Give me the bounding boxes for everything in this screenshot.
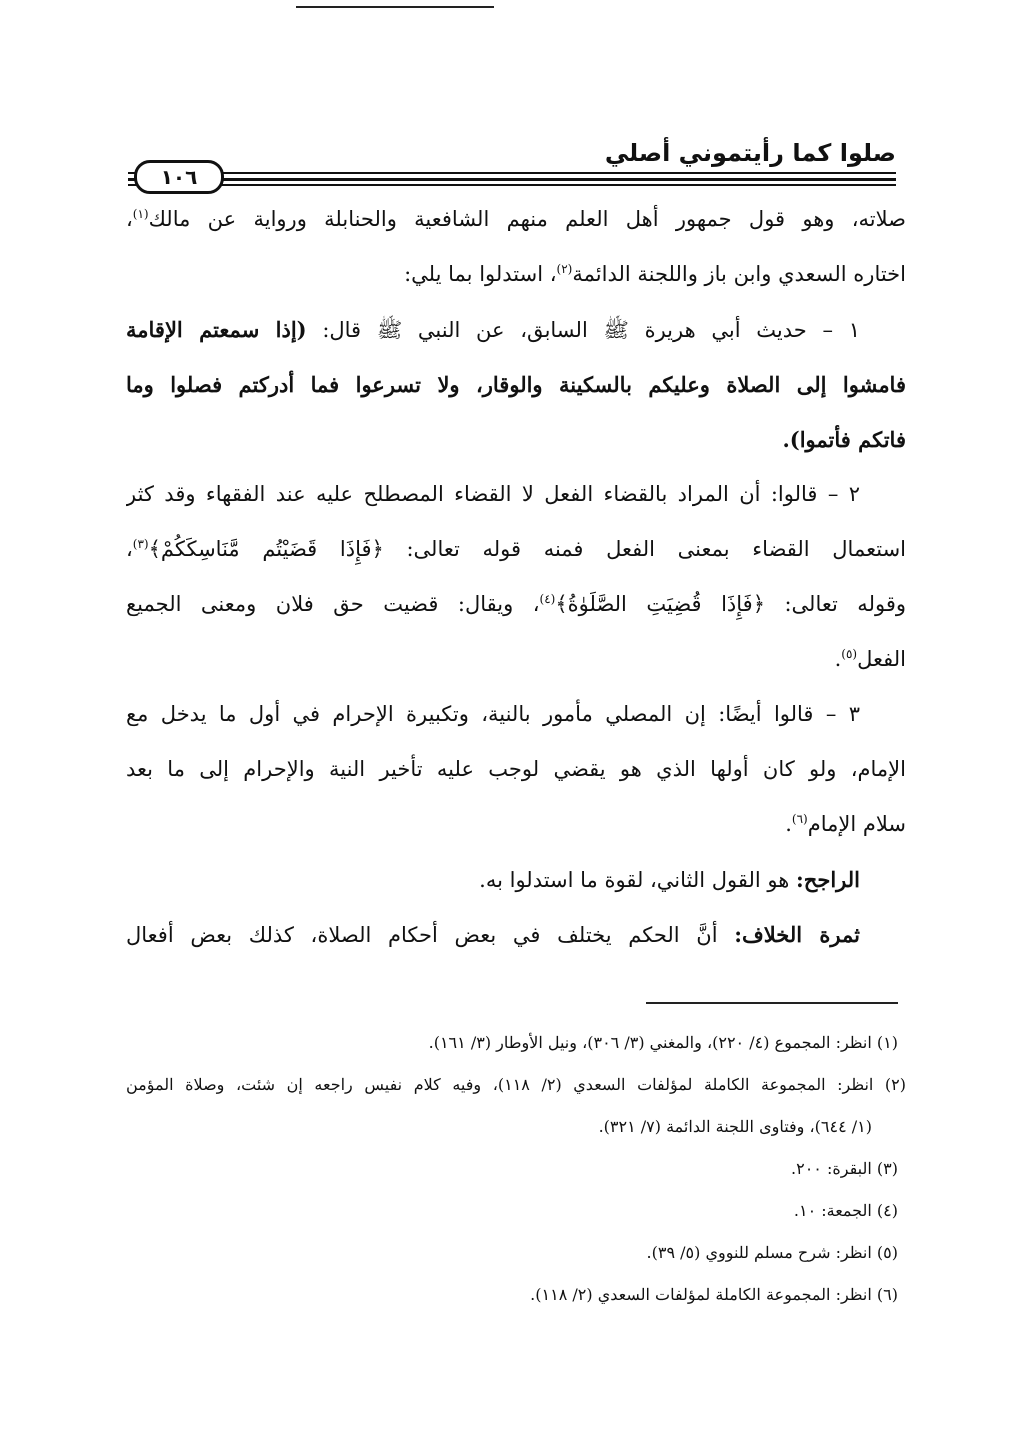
footnote-ref: (٦) xyxy=(791,812,808,826)
text-line: استعمال القضاء بمعنى الفعل فمنه قوله تعالى: ﴿فَإِذَا قَضَيْتُم مَّنَاسِكَكُمْ﴾$^{(٣)}$، xyxy=(126,537,906,561)
footnote-separator xyxy=(646,1002,898,1004)
section-label: الراجح: xyxy=(796,867,860,892)
page-number: ١٠٦ xyxy=(134,160,224,194)
text-line: سلام الإمام$^{(٦)}$. xyxy=(785,812,906,836)
numbered-point: ١ – حديث أبي هريرة ﷺ السابق، عن النبي ﷺ قال: (إذا سمعتم الإقامة xyxy=(126,317,860,342)
footnote: (٦) انظر: المجموعة الكاملة لمؤلفات السعدي (٢/ ١١٨). xyxy=(530,1285,898,1304)
footnotes xyxy=(126,1022,906,1316)
conclusion-line: الراجح: هو القول الثاني، لقوة ما استدلوا به. xyxy=(479,867,860,892)
top-edge-rule xyxy=(296,6,494,8)
footnote-ref: (٥) xyxy=(841,647,858,661)
footnote-ref: (١) xyxy=(132,207,149,221)
footnote-ref: (٤) xyxy=(539,592,556,606)
header-rule xyxy=(128,184,896,186)
footnote: (١) انظر: المجموع (٤/ ٢٢٠)، والمغني (٣/ ٣٠٦)، ونيل الأوطار (٣/ ١٦١). xyxy=(428,1033,898,1052)
footnote-ref: (٢) xyxy=(556,262,573,276)
hadith-quote: فامشوا إلى الصلاة وعليكم بالسكينة والوقار، ولا تسرعوا فما أدركتم فصلوا وما xyxy=(126,372,906,397)
section-label: ثمرة الخلاف: xyxy=(734,922,860,947)
numbered-point: ٢ – قالوا: أن المراد بالقضاء الفعل لا القضاء المصطلح عليه عند الفقهاء وقد كثر xyxy=(126,482,860,506)
hadith-quote: فاتكم فأتموا). xyxy=(782,427,906,452)
running-title: صلوا كما رأيتموني أصلي xyxy=(604,139,896,167)
footnote-ref: (٣) xyxy=(132,537,149,551)
hadith-quote: (إذا سمعتم الإقامة xyxy=(126,317,307,342)
text-line: الإمام، ولو كان أولها الذي هو يقضي لوجب عليه تأخير النية والإحرام إلى ما بعد xyxy=(126,757,906,781)
footnote: (٢) انظر: المجموعة الكاملة لمؤلفات السعدي (٢/ ١١٨)، وفيه كلام نفيس راجعه إن شئت، وصلاة المؤمن xyxy=(126,1075,906,1094)
header-rule xyxy=(128,178,896,181)
footnote: (٣) البقرة: ٢٠٠. xyxy=(791,1159,898,1178)
text-line: اختاره السعدي وابن باز واللجنة الدائمة$^{(٢)}$، استدلوا بما يلي: xyxy=(404,262,906,286)
text-line: وقوله تعالى: ﴿فَإِذَا قُضِيَتِ الصَّلَوٰةُ﴾$^{(٤)}$، ويقال: قضيت حق فلان ومعنى الجميع xyxy=(126,592,906,616)
text-line: صلاته، وهو قول جمهور أهل العلم منهم الشافعية والحنابلة ورواية عن مالك$^{(١)}$، xyxy=(126,207,906,231)
footnote: (٥) انظر: شرح مسلم للنووي (٥/ ٣٩). xyxy=(646,1243,898,1262)
text-line: الفعل$^{(٥)}$. xyxy=(834,647,906,671)
footnote-continuation: (١/ ٦٤٤)، وفتاوى اللجنة الدائمة (٧/ ٣٢١). xyxy=(598,1117,872,1136)
numbered-point: ٣ – قالوا أيضًا: إن المصلي مأمور بالنية، وتكبيرة الإحرام في أول ما يدخل مع xyxy=(126,702,860,726)
conclusion-line: ثمرة الخلاف: أنَّ الحكم يختلف في بعض أحكام الصلاة، كذلك بعض أفعال xyxy=(126,922,860,947)
header-rule xyxy=(128,172,896,174)
footnote: (٤) الجمعة: ١٠. xyxy=(793,1201,898,1220)
main-text xyxy=(126,192,906,962)
